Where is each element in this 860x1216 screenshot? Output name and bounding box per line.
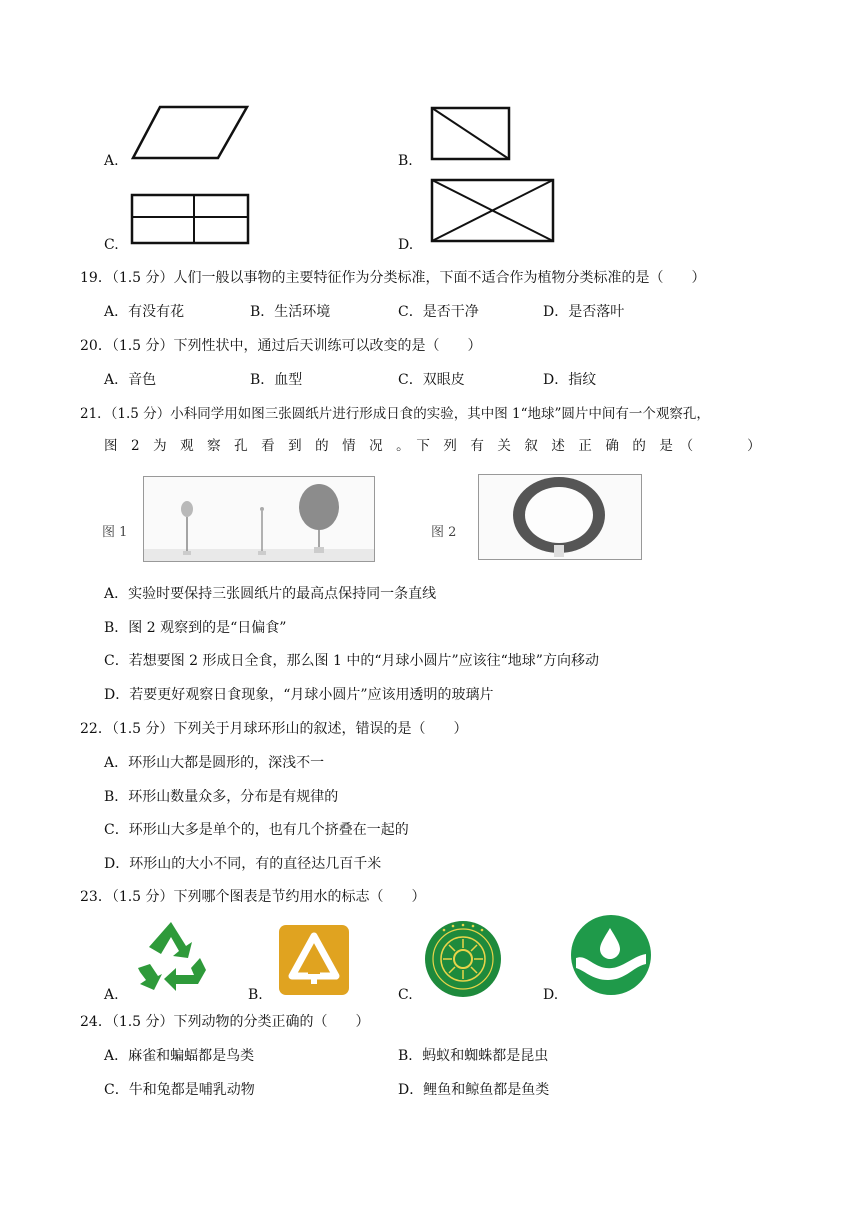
q19-stem: 19．（1.5 分）人们一般以事物的主要特征作为分类标准，下面不适合作为植物分类标准的是（ ） <box>80 270 706 286</box>
rectangle-two-diagonals-figure <box>430 178 556 244</box>
q23-option-c-label: C. <box>398 987 413 1003</box>
q21-stem-line1: 21．（1.5 分）小科同学用如图三张圆纸片进行形成日食的实验，其中图 1“地球”圆片中间有一个观察孔， <box>80 406 710 422</box>
q24-option-a: A．麻雀和蝙蝠都是鸟类 <box>104 1048 255 1064</box>
q23-option-d-label: D. <box>543 987 559 1003</box>
q24-stem: 24．（1.5 分）下列动物的分类正确的（ ） <box>80 1014 370 1030</box>
q21-figure-1 <box>102 476 375 562</box>
q20-option-c: C．双眼皮 <box>398 372 465 388</box>
q21-figure-2 <box>431 474 642 560</box>
q21-figure-1-label: 图 1 <box>102 525 128 540</box>
q23-stem: 23．（1.5 分）下列哪个图表是节约用水的标志（ ） <box>80 889 426 905</box>
q21-option-c: C．若想要图 2 形成日全食，那么图 1 中的“月球小圆片”应该往“地球”方向移动 <box>104 653 599 669</box>
q23-option-b-label: B. <box>248 987 263 1003</box>
parallelogram-figure <box>130 104 250 162</box>
q24-option-b: B．蚂蚁和蜘蛛都是昆虫 <box>398 1048 549 1064</box>
q21-option-d: D．若要更好观察日食现象，“月球小圆片”应该用透明的玻璃片 <box>104 687 494 703</box>
q20-option-d: D．指纹 <box>543 372 597 388</box>
q20-option-b: B．血型 <box>250 372 303 388</box>
orange-triangle-sign-icon <box>278 924 350 996</box>
q24-option-c: C．牛和兔都是哺乳动物 <box>104 1082 255 1098</box>
recycle-symbol-icon <box>130 918 212 996</box>
q23-option-a-label: A. <box>104 987 119 1003</box>
q22-option-b: B．环形山数量众多，分布是有规律的 <box>104 789 339 805</box>
q19-option-c: C．是否干净 <box>398 304 479 320</box>
q21-option-b: B．图 2 观察到的是“日偏食” <box>104 620 287 636</box>
environmental-seal-icon <box>424 920 502 998</box>
q18-option-c-label: C. <box>104 237 119 253</box>
q21-stem-line2: 图 2 为 观 察 孔 看 到 的 情 况 。 下 列 有 关 叙 述 正 确 的 是 （ ） <box>104 438 761 454</box>
sun-moon-earth-setup-illustration <box>144 477 374 561</box>
q22-option-a: A．环形山大都是圆形的，深浅不一 <box>104 755 325 771</box>
q19-option-d: D．是否落叶 <box>543 304 625 320</box>
water-saving-icon <box>570 914 652 996</box>
q24-option-d: D．鲤鱼和鲸鱼都是鱼类 <box>398 1082 550 1098</box>
q18-option-d-label: D. <box>398 237 414 253</box>
q20-stem: 20．（1.5 分）下列性状中，通过后天训练可以改变的是（ ） <box>80 338 482 354</box>
q21-figure-2-label: 图 2 <box>431 525 457 540</box>
rectangle-cross-figure <box>130 193 250 245</box>
rectangle-one-diagonal-figure <box>430 106 512 162</box>
annular-eclipse-view-illustration <box>479 475 641 559</box>
q18-option-b-label: B. <box>398 153 413 169</box>
q18-option-a-label: A. <box>104 153 119 169</box>
q19-option-b: B．生活环境 <box>250 304 331 320</box>
q19-option-a: A．有没有花 <box>104 304 185 320</box>
q22-stem: 22．（1.5 分）下列关于月球环形山的叙述，错误的是（ ） <box>80 721 468 737</box>
q21-option-a: A．实验时要保持三张圆纸片的最高点保持同一条直线 <box>104 586 437 602</box>
q20-option-a: A．音色 <box>104 372 157 388</box>
q22-option-c: C．环形山大多是单个的，也有几个挤叠在一起的 <box>104 822 409 838</box>
q22-option-d: D．环形山的大小不同，有的直径达几百千米 <box>104 856 382 872</box>
